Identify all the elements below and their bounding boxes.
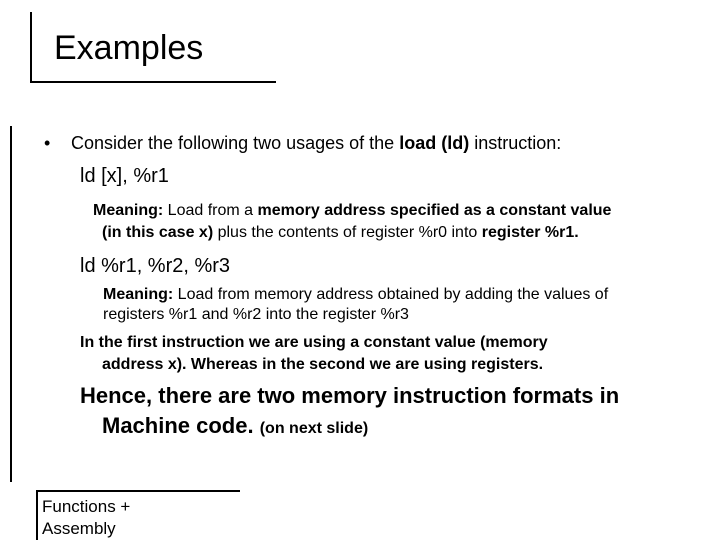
title-left-rule — [30, 12, 32, 82]
example1-meaning-label: Meaning: — [93, 202, 164, 219]
example1-meaning-a: Load from a — [163, 202, 258, 219]
example1-meaning-e: register %r1. — [481, 224, 579, 241]
example2-meaning-label: Meaning: — [103, 286, 174, 303]
example1-meaning-c: (in this case x) — [102, 224, 214, 241]
footer-top-rule — [36, 490, 240, 492]
example1-meaning-b: memory address specified as a constant value — [257, 202, 612, 219]
example1-meaning-line1 — [93, 200, 693, 222]
example1-meaning-d: plus the contents of register %r0 into — [213, 224, 482, 241]
content-left-rule — [10, 126, 12, 482]
intro-suffix: instruction: — [469, 133, 562, 153]
comparison-text — [80, 332, 700, 376]
slide-title: Examples — [54, 29, 204, 67]
example2-meaning-line1 — [103, 285, 703, 305]
conclusion-text — [80, 381, 710, 444]
footer-line1: Functions + — [42, 497, 131, 516]
example1-meaning — [93, 200, 693, 244]
example1-code: ld [x], %r1 — [80, 165, 169, 187]
intro-text — [71, 130, 561, 156]
comparison-line2: address x). Whereas in the second we are using registers. — [102, 356, 544, 373]
example2-meaning-line1-text: Load from memory address obtained by adding the values of — [173, 286, 609, 303]
title-underline-rule — [30, 81, 276, 83]
intro-bold: load (ld) — [399, 133, 470, 153]
conclusion-line2: Machine code. — [102, 413, 254, 438]
example1-meaning-line2 — [93, 222, 693, 244]
footer-label — [42, 496, 130, 540]
conclusion-note: (on next slide) — [259, 420, 369, 437]
comparison-line1: In the first instruction we are using a constant value (memory — [80, 334, 548, 351]
conclusion-line2-wrap — [80, 411, 710, 444]
example2-meaning-line2: registers %r1 and %r2 into the register %r3 — [103, 306, 409, 323]
intro-prefix: Consider the following two usages of the — [71, 133, 400, 153]
example2-meaning — [103, 285, 703, 325]
example2-code: ld %r1, %r2, %r3 — [80, 255, 231, 277]
conclusion-line1: Hence, there are two memory instruction formats in — [80, 383, 620, 408]
bullet-icon: • — [44, 133, 51, 153]
footer-left-rule — [36, 490, 38, 540]
footer-line2: Assembly — [42, 519, 116, 538]
